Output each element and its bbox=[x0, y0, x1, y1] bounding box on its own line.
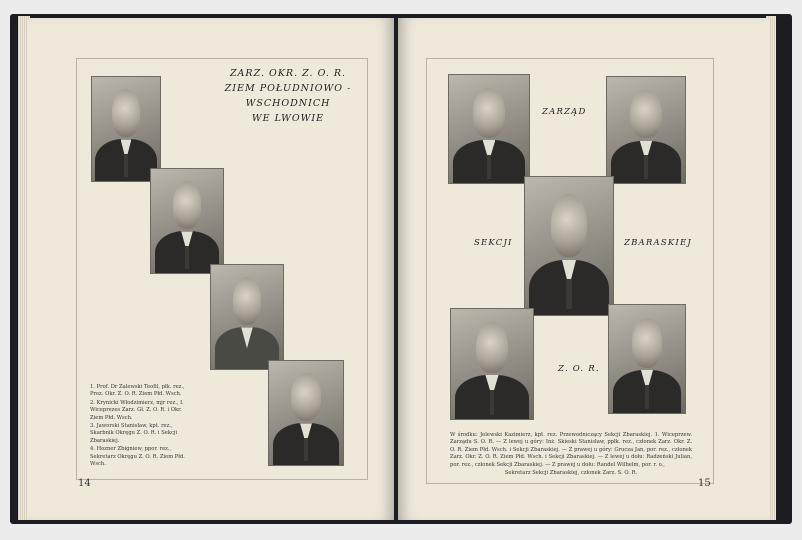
right-page bbox=[398, 18, 770, 520]
portrait-photo-1 bbox=[91, 76, 161, 182]
left-page-caption bbox=[90, 384, 194, 469]
caption-paragraph: W środku: Jelewski Kazimierz, kpt. rez. Przewodniczący Sekcji Zbaraskiej. 1. Wiceprzew. Zarządu S. O. R. — Z lewej u góry: Inż. Skieski Stanisław, ppłk. rez., członek Zarz. Okr. Z. O. R. Ziem Płd. Wsch. i Sekcji Zbaraskiej. — Z prawej u góry: Grucza Jan, por. rez., członek Zarz. Okr. Z. O. R. Ziem Płd. Wsch. i Sekcji Zbaraskiej. — Z lewej u dołu: Radzeński Julian, por. rez., członek Sekcji Zbaraskiej. — Z prawej u dołu: Randel Wilhelm, por. r. o., bbox=[450, 432, 692, 468]
label-zor: Z. O. R. bbox=[558, 364, 600, 374]
portrait-photo-4 bbox=[268, 360, 344, 466]
left-page bbox=[28, 18, 394, 520]
label-zbaraskiej: ZBARASKIEJ bbox=[624, 238, 692, 248]
portrait-photo-2 bbox=[150, 168, 224, 274]
left-page-title bbox=[188, 66, 388, 126]
portrait-photo-top-right bbox=[606, 76, 686, 184]
label-zarzad: ZARZĄD bbox=[542, 107, 587, 117]
caption-item-3: 3. Jaworski Stanisław, kpt. rez., Skarbnik Okręgu Z. O. R. i Sekcji Zbaraskiej. bbox=[90, 423, 178, 444]
portrait-photo-center bbox=[524, 176, 614, 316]
caption-item-1: 1. Prof. Dr Zalewski Teofil, płk. rez., Prez. Okr. Z. O. R. Ziem Płd. Wsch. bbox=[90, 384, 185, 398]
caption-item-2: 2. Krynicki Włodzimierz, mjr rez., I. Wiceprezes Zarz. Gł. Z. O. R. i Okr. Ziem Płd. Wsch. bbox=[90, 399, 184, 421]
portrait-photo-3 bbox=[210, 264, 284, 370]
title-line-2: ZIEM POŁUDNIOWO - WSCHODNICH bbox=[224, 83, 352, 109]
portrait-photo-bottom-right bbox=[608, 304, 686, 414]
right-page-number: 15 bbox=[698, 478, 711, 489]
caption-last-line: Sekretarz Sekcji Zbaraskiej, członek Zarz. S. O. R. bbox=[504, 470, 638, 477]
right-page-caption bbox=[450, 432, 692, 478]
portrait-photo-top-left bbox=[448, 74, 530, 184]
title-line-1: ZARZ. OKR. Z. O. R. bbox=[229, 68, 347, 79]
caption-item-4: 4. Hozner Zbigniew, ppor. rez., Sekretarz Okręgu Z. O. R. Ziem Płd. Wsch. bbox=[90, 446, 185, 468]
label-sekcji: SEKCJI bbox=[474, 238, 513, 248]
left-page-number: 14 bbox=[78, 478, 91, 489]
title-line-3: WE LWOWIE bbox=[251, 113, 325, 124]
portrait-photo-bottom-left bbox=[450, 308, 534, 420]
